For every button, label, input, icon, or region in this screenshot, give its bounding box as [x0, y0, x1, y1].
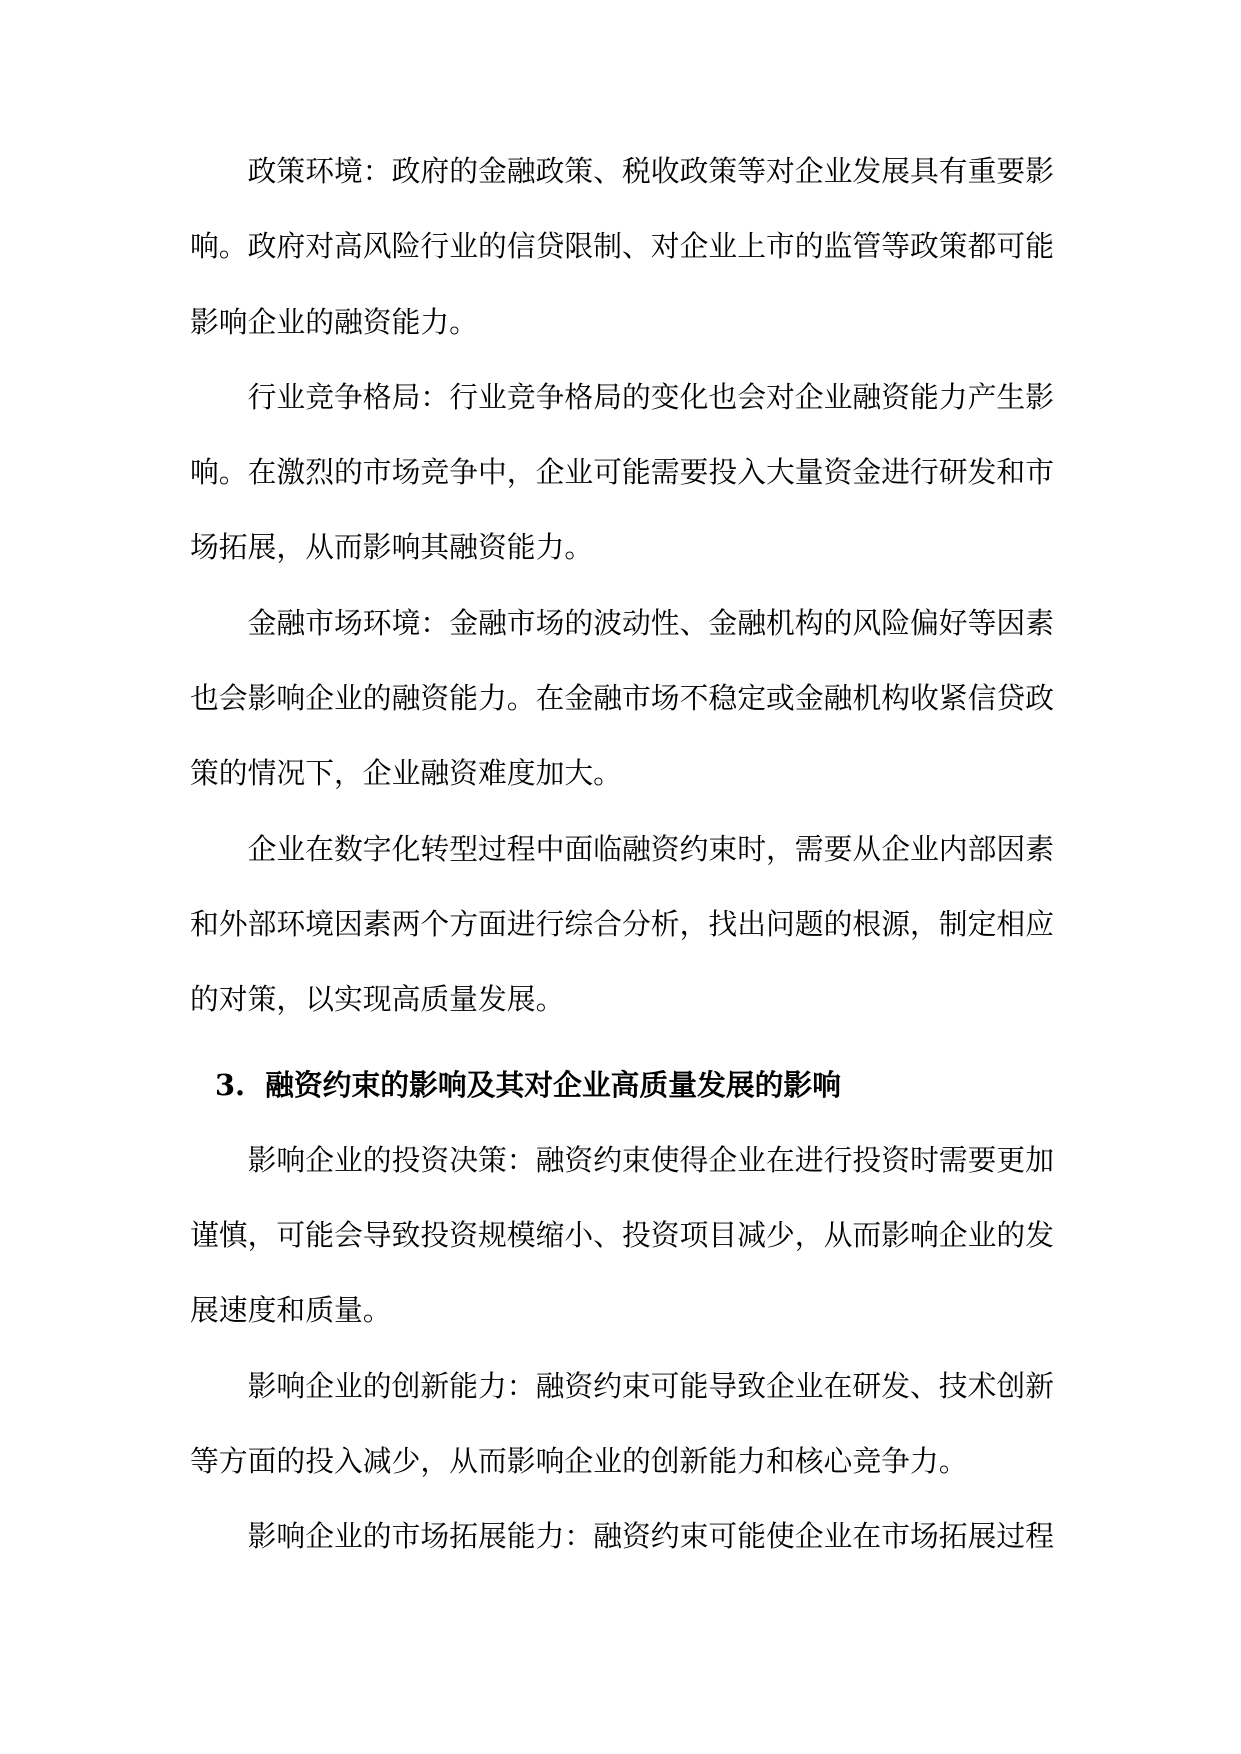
text-line: 的对策，以实现高质量发展。	[190, 982, 565, 1017]
paragraph-industry-competition	[190, 360, 1054, 586]
paragraph-financial-market	[190, 586, 1054, 812]
text-line: 企业在数字化转型过程中面临融资约束时，需要从企业内部因素	[247, 831, 1054, 866]
text-line: 政策环境：政府的金融政策、税收政策等对企业发展具有重要影	[247, 154, 1054, 188]
text-line: 策的情况下，企业融资难度加大。	[190, 756, 622, 791]
text-line: 响。在激烈的市场竞争中，企业可能需要投入大量资金进行研发和市	[190, 455, 1054, 490]
text-line: 也会影响企业的融资能力。在金融市场不稳定或金融机构收紧信贷政	[190, 681, 1054, 716]
paragraph-innovation-capability	[190, 1349, 1054, 1500]
paragraph-summary	[190, 812, 1054, 1038]
section-heading	[190, 1048, 1054, 1123]
paragraph-investment-decision	[190, 1123, 1054, 1349]
text-line: 影响企业的市场拓展能力：融资约束可能使企业在市场拓展过程	[247, 1519, 1054, 1554]
text-line: 金融市场环境：金融市场的波动性、金融机构的风险偏好等因素	[247, 605, 1054, 640]
section-title: 融资约束的影响及其对企业高质量发展的影响	[265, 1067, 842, 1102]
text-line: 响。政府对高风险行业的信贷限制、对企业上市的监管等政策都可能	[190, 229, 1054, 264]
text-line: 影响企业的创新能力：融资约束可能导致企业在研发、技术创新	[247, 1368, 1054, 1403]
text-line: 展速度和质量。	[190, 1293, 392, 1328]
text-line: 和外部环境因素两个方面进行综合分析，找出问题的根源，制定相应	[190, 906, 1054, 941]
paragraph-market-expansion	[190, 1499, 1054, 1574]
text-line: 影响企业的融资能力。	[190, 304, 478, 339]
text-line: 场拓展，从而影响其融资能力。	[190, 530, 594, 565]
text-line: 行业竞争格局：行业竞争格局的变化也会对企业融资能力产生影	[247, 379, 1054, 414]
text-line: 影响企业的投资决策：融资约束使得企业在进行投资时需要更加	[247, 1142, 1054, 1177]
document-body	[190, 134, 1054, 1575]
text-line: 等方面的投入减少，从而影响企业的创新能力和核心竞争力。	[190, 1444, 968, 1479]
section-number: 3.	[215, 1067, 246, 1102]
paragraph-policy-environment	[190, 134, 1054, 360]
text-line: 谨慎，可能会导致投资规模缩小、投资项目减少，从而影响企业的发	[190, 1218, 1054, 1253]
